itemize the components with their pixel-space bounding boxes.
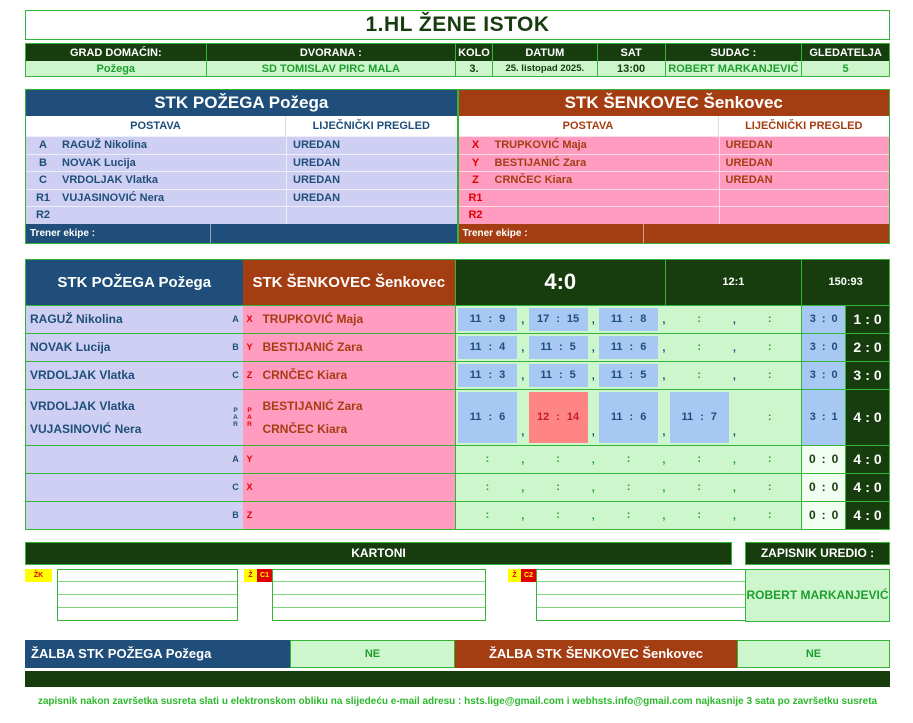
player-code: R2 [35, 209, 51, 222]
away-player-cell[interactable]: CRNČEC Kiara [256, 362, 455, 389]
info-header-gledatelja: GLEDATELJA [801, 44, 889, 61]
sets-won-cell: 0 : 0 [801, 474, 845, 501]
info-value-sudac[interactable]: ROBERT MARKANJEVIĆ [665, 61, 802, 76]
set-score-cell[interactable] [740, 448, 799, 471]
player-code: C [39, 174, 47, 187]
match-row [26, 473, 889, 501]
running-result-cell: 4 : 0 [845, 446, 889, 473]
postava-label: POSTAVA [26, 116, 286, 136]
match-row [26, 361, 889, 389]
set-score-cell[interactable]: 12 : 14 [529, 392, 588, 443]
running-result-cell: 3 : 0 [845, 362, 889, 389]
set-score-cell[interactable] [740, 336, 799, 359]
set-score-cell[interactable] [670, 308, 729, 331]
player-row [26, 171, 457, 189]
player-name[interactable]: NOVAK Lucija [62, 156, 136, 169]
set-score-cell[interactable]: 11 : 6 [458, 392, 517, 443]
player-code: R2 [468, 209, 483, 222]
medical-status[interactable]: UREDAN [286, 155, 457, 172]
player-row [459, 154, 890, 172]
running-result-cell: 4 : 0 [845, 502, 889, 529]
home-player-code: A [229, 446, 243, 473]
set-score-cell[interactable] [740, 364, 799, 387]
postava-label: POSTAVA [459, 116, 719, 136]
set-score-cell[interactable] [670, 336, 729, 359]
set-score-cell[interactable] [740, 308, 799, 331]
coach-field[interactable] [211, 224, 457, 243]
set-score-cell[interactable]: 11 : 6 [599, 392, 658, 443]
away-pair-code: P A R [243, 390, 257, 445]
home-doubles-pair[interactable]: VRDOLJAK Vlatka VUJASINOVIĆ Nera [26, 390, 229, 445]
info-value-gledatelja[interactable]: 5 [801, 61, 889, 76]
medical-status[interactable]: UREDAN [286, 190, 457, 207]
set-score-cell[interactable] [740, 392, 799, 443]
sets-won-cell: 3 : 0 [801, 362, 845, 389]
player-name[interactable]: RAGUŽ Nikolina [62, 139, 147, 152]
set-score-cell[interactable]: 11 : 5 [529, 336, 588, 359]
coach-field[interactable] [644, 224, 890, 243]
away-doubles-pair[interactable]: BESTIJANIĆ Zara CRNČEC Kiara [256, 390, 455, 445]
player-name[interactable]: VUJASINOVIĆ Nera [62, 191, 165, 204]
card-line[interactable] [537, 594, 749, 607]
sets-won-cell: 3 : 1 [801, 390, 845, 445]
yellow-card-chip: Ž [508, 569, 521, 582]
set-score-cell[interactable] [670, 448, 729, 471]
set-score-cell[interactable]: 11 : 8 [599, 308, 658, 331]
card-box [272, 569, 486, 621]
card-line[interactable] [537, 607, 749, 620]
away-player-code: Z [243, 362, 257, 389]
home-player-cell[interactable]: NOVAK Lucija [26, 334, 229, 361]
info-value-datum[interactable]: 25. listopad 2025. [492, 61, 597, 76]
home-complaint-value[interactable]: NE [290, 640, 455, 668]
player-code: A [39, 139, 47, 152]
away-player-code: Y [243, 446, 257, 473]
cards-section [25, 542, 890, 622]
running-result-cell: 4 : 0 [845, 390, 889, 445]
zapisnik-title: ZAPISNIK UREDIO : [745, 542, 890, 565]
kartoni-title: KARTONI [25, 542, 732, 565]
player-code: X [471, 139, 480, 152]
set-scores [455, 502, 801, 529]
match-table-header [26, 260, 889, 305]
card-box [536, 569, 750, 621]
home-roster-subheader [26, 116, 457, 136]
running-result-cell: 4 : 0 [845, 474, 889, 501]
info-header-row [26, 44, 889, 61]
set-score-cell[interactable] [529, 476, 588, 499]
sets-won-cell: 3 : 0 [801, 306, 845, 333]
info-header-datum: DATUM [492, 44, 597, 61]
player-code: R1 [35, 191, 51, 204]
info-value-kolo[interactable]: 3. [455, 61, 492, 76]
set-score-cell[interactable] [458, 448, 517, 471]
player-row [26, 206, 457, 224]
yellow-card-chip: ŽK [25, 569, 52, 582]
card-line[interactable] [537, 581, 749, 594]
info-value-row [26, 61, 889, 76]
away-roster-panel [458, 89, 891, 244]
home-team-name: STK POŽEGA Požega [26, 90, 457, 116]
page-title: 1.HL ŽENE ISTOK [25, 10, 890, 40]
separator-bar [25, 671, 890, 687]
set-score-cell[interactable] [529, 504, 588, 527]
info-header-grad: GRAD DOMAĆIN: [26, 44, 206, 61]
match-score-table [25, 259, 890, 530]
medical-status[interactable]: UREDAN [719, 155, 890, 172]
home-player-cell[interactable]: RAGUŽ Nikolina [26, 306, 229, 333]
set-scores [455, 362, 801, 389]
home-player-code: C [229, 362, 243, 389]
home-roster-panel [25, 89, 458, 244]
set-score-cell[interactable] [529, 448, 588, 471]
info-value-sat[interactable]: 13:00 [597, 61, 665, 76]
player-row [459, 206, 890, 224]
set-score-cell[interactable] [599, 504, 658, 527]
info-header-kolo: KOLO [455, 44, 492, 61]
card-line[interactable] [58, 607, 237, 620]
match-report-sheet [25, 10, 890, 707]
player-row [459, 136, 890, 154]
card-line[interactable] [273, 607, 485, 620]
away-player-cell[interactable] [256, 474, 455, 501]
set-score-cell[interactable] [458, 504, 517, 527]
card-box [57, 569, 238, 621]
home-player-code: A [229, 306, 243, 333]
coach-row [459, 224, 890, 243]
set-scores [455, 446, 801, 473]
medical-status[interactable] [719, 207, 890, 224]
card-line[interactable] [58, 570, 237, 582]
set-score-cell[interactable]: 11 : 3 [458, 364, 517, 387]
set-score-cell[interactable] [670, 476, 729, 499]
set-score-cell[interactable] [458, 476, 517, 499]
yellow-card-chip: Ž [244, 569, 257, 582]
player-row [26, 154, 457, 172]
medical-status[interactable]: UREDAN [719, 172, 890, 189]
player-name[interactable]: CRNČEC Kiara [494, 174, 573, 187]
away-roster-subheader [459, 116, 890, 136]
set-score-cell[interactable]: 11 : 6 [599, 336, 658, 359]
card-line[interactable] [58, 581, 237, 594]
home-player-cell[interactable] [26, 446, 229, 473]
medical-check-label: LIJEČNIČKI PREGLED [312, 120, 430, 132]
set-score-cell[interactable] [599, 476, 658, 499]
info-value-grad[interactable]: Požega [26, 61, 206, 76]
scorekeeper-name[interactable]: ROBERT MARKANJEVIĆ [745, 569, 890, 622]
player-code: R1 [468, 191, 483, 204]
info-header-sat: SAT [597, 44, 665, 61]
total-points-score: 150 : 93 [801, 260, 889, 305]
set-scores [455, 334, 801, 361]
info-header-sudac: SUDAC : [665, 44, 802, 61]
away-player-cell[interactable]: TRUPKOVIĆ Maja [256, 306, 455, 333]
red-card-chip: C2 [521, 569, 536, 582]
red-card-chip: C1 [257, 569, 272, 582]
set-score-cell[interactable]: 11 : 4 [458, 336, 517, 359]
set-score-cell[interactable]: 11 : 5 [529, 364, 588, 387]
info-value-dvorana[interactable]: SD TOMISLAV PIRC MALA [206, 61, 455, 76]
match-home-team: STK POŽEGA Požega [26, 260, 243, 305]
sets-won-cell: 3 : 0 [801, 334, 845, 361]
set-scores [455, 390, 801, 445]
match-away-team: STK ŠENKOVEC Šenkovec [243, 260, 456, 305]
running-result-cell: 2 : 0 [845, 334, 889, 361]
set-score-cell[interactable] [670, 364, 729, 387]
set-score-cell[interactable]: 11 : 5 [599, 364, 658, 387]
away-player-code: X [243, 474, 257, 501]
medical-status[interactable] [286, 207, 457, 224]
player-row [26, 136, 457, 154]
away-complaint-label: ŽALBA STK ŠENKOVEC Šenkovec [455, 640, 737, 668]
home-complaint-label: ŽALBA STK POŽEGA Požega [25, 640, 290, 668]
set-score-cell[interactable]: 11 : 9 [458, 308, 517, 331]
player-code: Y [471, 156, 480, 169]
match-row [26, 445, 889, 473]
coach-label: Trener ekipe : [459, 224, 644, 243]
set-score-cell[interactable] [740, 504, 799, 527]
match-row [26, 333, 889, 361]
player-row [459, 171, 890, 189]
sets-won-cell: 0 : 0 [801, 502, 845, 529]
home-pair-code: P A R [229, 390, 243, 445]
match-row [26, 305, 889, 333]
set-score-cell[interactable] [670, 504, 729, 527]
running-result-cell: 1 : 0 [845, 306, 889, 333]
home-player-cell[interactable] [26, 502, 229, 529]
coach-row [26, 224, 457, 243]
away-team-name: STK ŠENKOVEC Šenkovec [459, 90, 890, 116]
away-player-cell[interactable]: BESTIJANIĆ Zara [256, 334, 455, 361]
final-score: 4 : 0 [455, 260, 665, 305]
complaints-row [25, 640, 890, 668]
player-row [26, 189, 457, 207]
info-header-dvorana: DVORANA : [206, 44, 455, 61]
coach-label: Trener ekipe : [26, 224, 211, 243]
medical-status[interactable]: UREDAN [719, 137, 890, 154]
home-player-cell[interactable]: VRDOLJAK Vlatka [26, 362, 229, 389]
medical-status[interactable]: UREDAN [286, 137, 457, 154]
set-score-cell[interactable] [740, 476, 799, 499]
set-score-cell[interactable]: 17 : 15 [529, 308, 588, 331]
set-score-cell[interactable]: 11 : 7 [670, 392, 729, 443]
card-line[interactable] [58, 594, 237, 607]
set-score-cell[interactable] [599, 448, 658, 471]
card-line[interactable] [273, 594, 485, 607]
away-player-code: X [243, 306, 257, 333]
player-name[interactable]: VRDOLJAK Vlatka [62, 174, 158, 187]
away-player-cell[interactable] [256, 502, 455, 529]
set-scores [455, 474, 801, 501]
card-line[interactable] [273, 581, 485, 594]
card-line[interactable] [273, 570, 485, 582]
away-player-code: Z [243, 502, 257, 529]
player-code: B [39, 156, 47, 169]
away-player-cell[interactable] [256, 446, 455, 473]
total-sets-score: 12 : 1 [665, 260, 802, 305]
match-info-table [25, 43, 890, 77]
medical-status[interactable]: UREDAN [286, 172, 457, 189]
player-code: Z [472, 174, 479, 187]
player-row [459, 189, 890, 207]
team-rosters [25, 89, 890, 244]
doubles-match-row [26, 389, 889, 445]
match-row [26, 501, 889, 529]
away-complaint-value[interactable]: NE [737, 640, 890, 668]
away-player-code: Y [243, 334, 257, 361]
card-line[interactable] [537, 570, 749, 582]
set-scores [455, 306, 801, 333]
home-player-code: C [229, 474, 243, 501]
home-player-code: B [229, 334, 243, 361]
player-name[interactable]: TRUPKOVIĆ Maja [494, 139, 587, 152]
medical-status[interactable] [719, 190, 890, 207]
home-player-cell[interactable] [26, 474, 229, 501]
medical-check-label: LIJEČNIČKI PREGLED [745, 120, 863, 132]
home-player-code: B [229, 502, 243, 529]
player-name[interactable]: BESTIJANIĆ Zara [494, 156, 587, 169]
footer-instructions: zapisnik nakon završetka susreta slati u elektronskom obliku na slijedeću e-mail adresu : hsts.lige@gmail.com i webhsts.info@gmail.com najkasnije 3 sata po završetku susreta [37, 695, 878, 707]
sets-won-cell: 0 : 0 [801, 446, 845, 473]
